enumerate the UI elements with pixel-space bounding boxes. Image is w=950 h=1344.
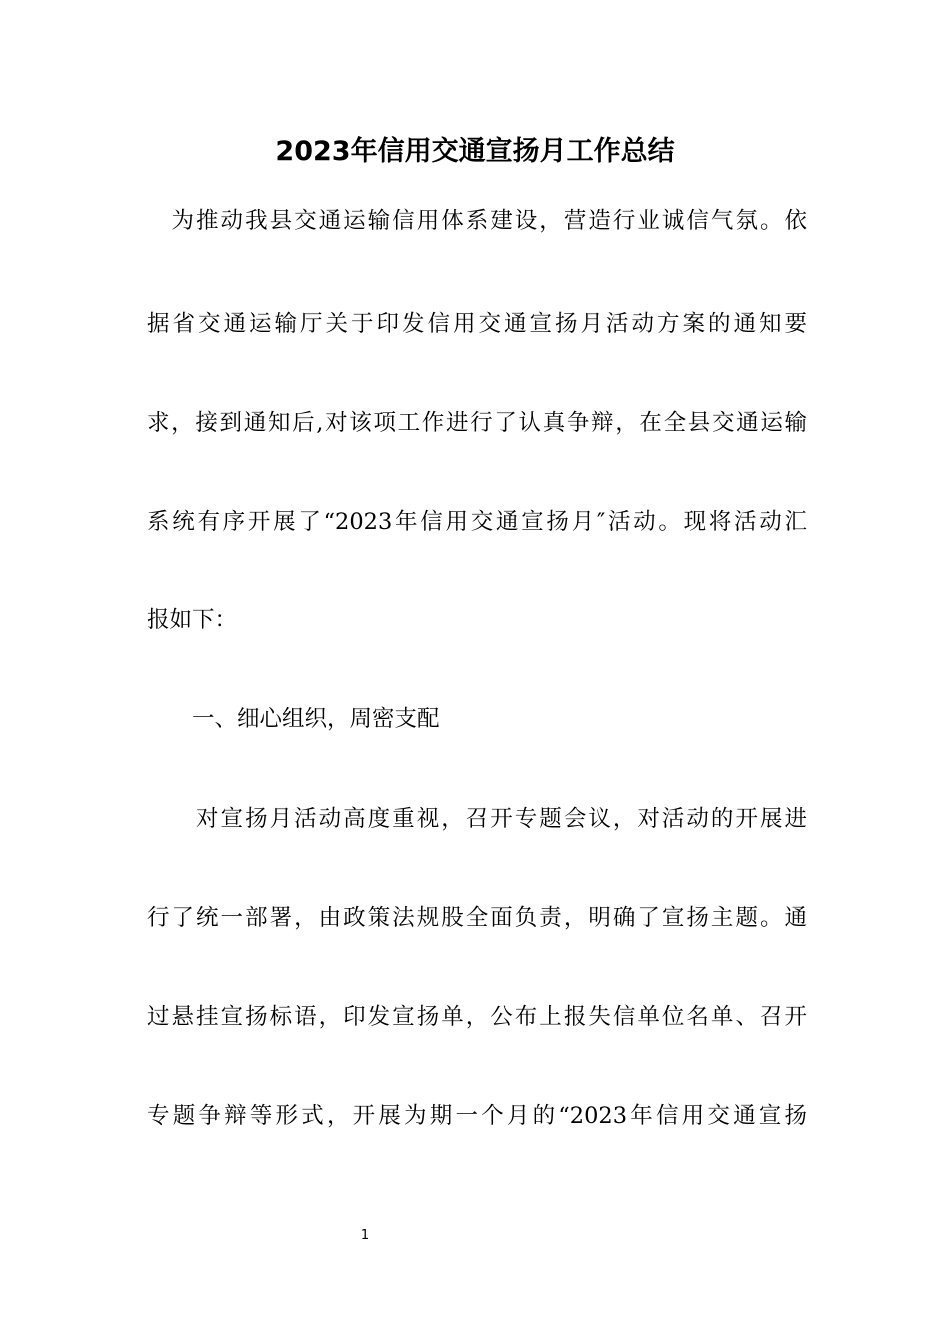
paragraph-line: 据省交通运输厅关于印发信用交通宣扬月活动方案的通知要 [147,311,807,337]
page-number: 1 [360,1228,370,1243]
paragraph-line: 报如下： [147,607,238,633]
paragraph-line: 行了统一部署，由政策法规股全面负责，明确了宣扬主题。通 [147,905,807,931]
paragraph-line: 为推动我县交通运输信用体系建设，营造行业诚信气氛。依 [147,208,807,234]
paragraph-line: 求，接到通知后,对该项工作进行了认真争辩，在全县交通运输 [147,410,807,436]
paragraph-line: 过悬挂宣扬标语，印发宣扬单，公布上报失信单位名单、召开 [147,1004,807,1030]
section-heading: 一、细心组织，周密支配 [147,706,440,732]
paragraph-line: 对宣扬月活动高度重视，召开专题会议，对活动的开展进 [147,806,807,832]
paragraph-line: 系统有序开展了“2023年信用交通宣扬月″活动。现将活动汇 [147,509,807,535]
paragraph-line: 专题争辩等形式，开展为期一个月的“2023年信用交通宣扬 [147,1103,807,1129]
document-title: 2023年信用交通宣扬月工作总结 [275,136,675,167]
